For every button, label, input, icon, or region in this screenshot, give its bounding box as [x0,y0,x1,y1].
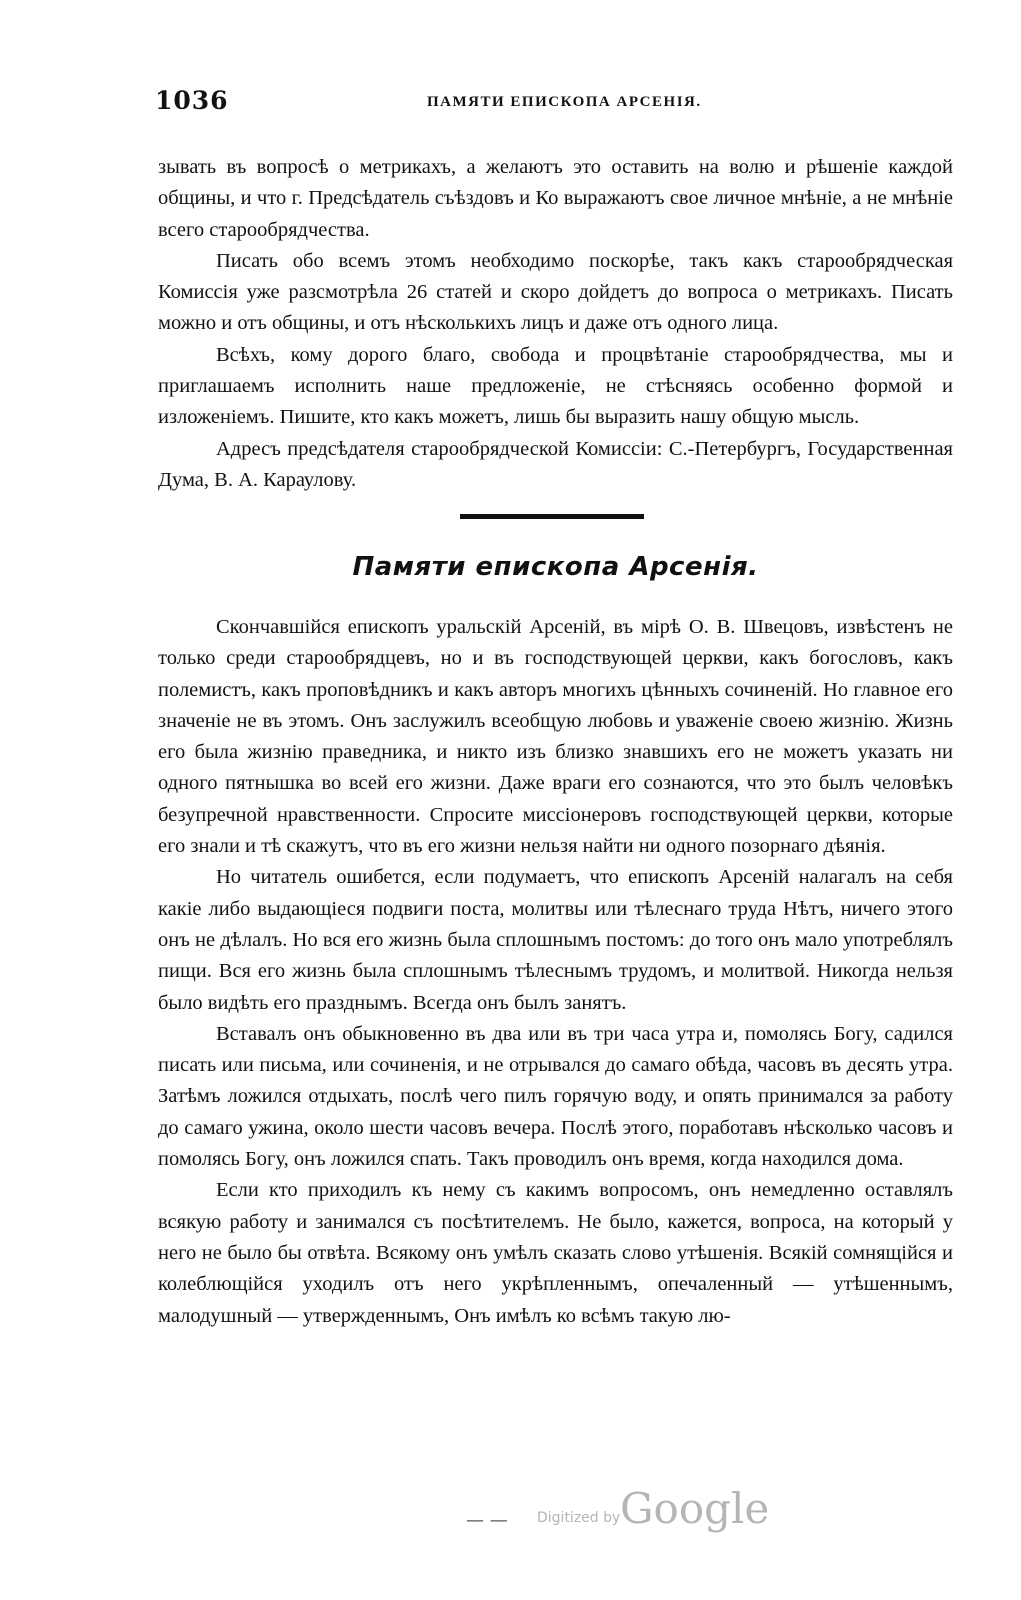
page-number: 1036 [155,86,229,115]
paragraph: Скончавшійся епископъ уральскій Арсеній, въ мірѣ О. В. Швецовъ, извѣстенъ не только среди старообрядцевъ, но и въ господствующей церкви, какъ богословъ, какъ полемистъ, какъ проповѣдникъ и какъ авторъ многихъ цѣнныхъ сочиненій. Но главное его значеніе не въ этомъ. Онъ заслужилъ всеобщую любовь и уваженіе своею жизнію. Жизнь его была жизнію праведника, и никто изъ близко знавшихъ его не можетъ указать ни одного пятнышка во всей его жизни. Даже враги его сознаются, что это былъ человѣкъ безупречной нравственности. Спросите миссіонеровъ господствующей церкви, которые его знали и тѣ скажутъ, что въ его жизни нельзя найти ни одного позорнаго дѣянія. [158,616,953,858]
section-divider [460,514,644,519]
paragraph: Писать обо всемъ этомъ необходимо поскорѣе, такъ какъ старообрядческая Комиссія уже разсмотрѣла 26 статей и скоро дойдетъ до вопроса о метрикахъ. Писать можно и отъ общины, и отъ нѣсколькихъ лицъ и даже отъ одного лица. [158,249,953,335]
paragraph: Всѣхъ, кому дорого благо, свобода и процвѣтаніе старообрядчества, мы и приглашаемъ исполнить наше предложеніе, не стѣсняясь особенно формой и изложеніемъ. Пишите, кто какъ можетъ, лишь бы выразить нашу общую мысль. [158,343,953,429]
paragraph: Если кто приходилъ къ нему съ какимъ вопросомъ, онъ немедленно оставлялъ всякую работу и занимался съ посѣтителемъ. Не было, кажется, вопроса, на который у него не было бы отвѣта. Всякому онъ умѣлъ сказать слово утѣшенія. Всякій сомнящійся и колеблющійся уходилъ отъ него укрѣпленнымъ, опечаленный — утѣшеннымъ, малодушный — утвержденнымъ, Онъ имѣлъ ко всѣмъ такую лю- [158,1179,953,1327]
paragraph: Вставалъ онъ обыкновенно въ два или въ три часа утра и, помолясь Богу, садился писать или письма, или сочиненія, и не отрывался до самаго обѣда, часовъ въ десять утра. Затѣмъ ложился отдыхать, послѣ чего пилъ горячую воду, и опять принимался за работу до самаго ужина, около шести часовъ вечера. Послѣ этого, поработавъ нѣсколько часовъ и помолясь Богу, онъ ложился спать. Такъ проводилъ онъ время, когда находился дома. [158,1022,953,1171]
paragraph: Адресъ предсѣдателя старообрядческой Комиссіи: С.-Петербургъ, Государственная Дума, В. А. Караулову. [158,437,953,491]
watermark-google-logo: Google [620,1484,770,1533]
page-header [155,86,955,122]
google-watermark [537,1484,770,1544]
previous-article-ending [158,152,953,496]
watermark-digitized-by: Digitized by [537,1510,621,1526]
article-title: Памяти епископа Арсенія. [352,552,759,582]
paragraph: Но читатель ошибется, если подумаетъ, что епископъ Арсеній налагалъ на себя какіе либо выдающіеся подвиги поста, молитвы или тѣлеснаго труда Нѣтъ, ничего этого онъ не дѣлалъ. Но вся его жизнь была сплошнымъ постомъ: до того онъ мало употреблялъ пищи. Вся его жизнь была сплошнымъ тѣлеснымъ трудомъ, и молитвой. Никогда нельзя было видѣть его празднымъ. Всегда онъ былъ занятъ. [158,866,953,1014]
paragraph: зывать въ вопросѣ о метрикахъ, а желаютъ это оставить на волю и рѣшеніе каждой общины, и что г. Предсѣдатель съѣздовъ и Ко выражаютъ свое личное мнѣніе, а не мнѣніе всего старообрядчества. [158,156,953,241]
footer-mark: — — [466,1510,508,1531]
running-title: ПАМЯТИ ЕПИСКОПА АРСЕНІЯ. [427,94,702,110]
article-body [158,612,953,1332]
